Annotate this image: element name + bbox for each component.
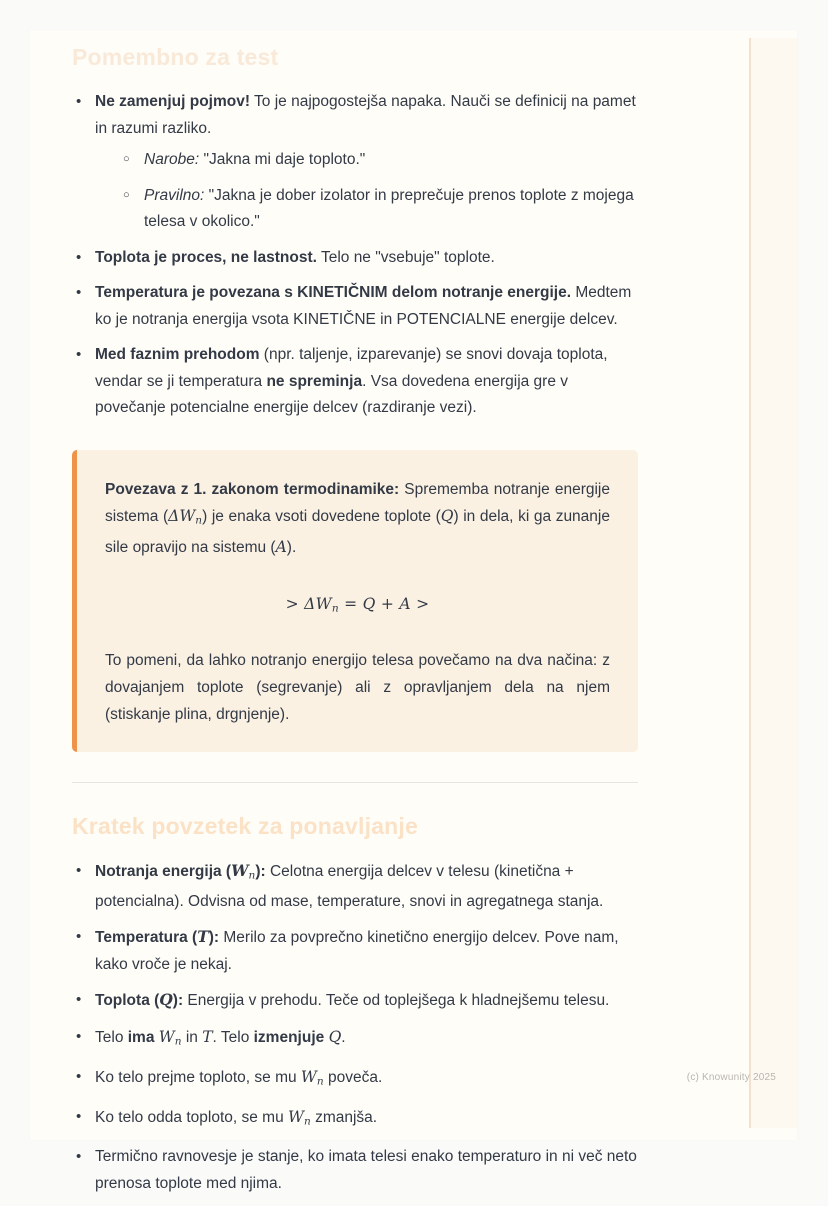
text-segment: "Jakna je dober izolator in preprečuje prenos toplote z mojega telesa v okolico."	[144, 186, 634, 230]
text-segment: A	[399, 595, 411, 614]
text-segment: Q	[362, 595, 376, 614]
text-segment: poveča.	[323, 1069, 383, 1086]
subscript: n	[303, 1115, 311, 1128]
section-title-summary: Kratek povzetek za ponavljanje	[72, 812, 419, 839]
disc-bullet-icon: •	[76, 1148, 82, 1166]
list-item-text	[95, 284, 631, 328]
list-item-text	[95, 1148, 637, 1192]
text-segment: Termično ravnovesje je stanje, ko imata telesi enako temperaturo in ni več neto prenosa toplote med njima.	[95, 1148, 637, 1192]
list-item-text	[95, 249, 495, 266]
text-segment: Narobe:	[144, 151, 200, 168]
list-item	[72, 858, 638, 916]
disc-bullet-icon: •	[76, 861, 82, 879]
text-segment: Toplota je proces, ne lastnost.	[95, 248, 317, 266]
text-segment: (npr. taljenje, izparevanje) se snovi dovaja toplota, vendar se ji temperatura	[95, 346, 608, 390]
first-law-callout	[72, 450, 638, 752]
list-item-text	[95, 992, 609, 1009]
text-segment: ΔW	[304, 595, 332, 614]
text-segment: Celotna energija delcev v telesu (kinetična + potencialna). Odvisna od mase, temperature, snovi in agregatnega stanja.	[95, 862, 604, 910]
text-segment: Telo ne "vsebuje" toplote.	[316, 248, 495, 266]
copyright-credit: (c) Knowunity 2025	[686, 1072, 776, 1083]
text-segment: ) je enaka vsoti dovedene toplote (	[202, 507, 441, 525]
text-segment: ).	[286, 539, 297, 557]
text-segment: Pravilno:	[144, 186, 205, 204]
text-segment: Ne zamenjuj pojmov!	[95, 93, 251, 110]
section-divider	[72, 782, 638, 783]
list-item	[72, 245, 638, 272]
text-segment: To pomeni, da lahko notranjo energijo telesa povečamo na dva načina: z dovajanjem toplote (segrevanje) ali z opravljanjem dela na njem (stiskanje plina, drgnjenje).	[105, 651, 610, 723]
subscript: n	[174, 1035, 182, 1048]
list-item-text	[144, 187, 634, 231]
text-segment: ):	[208, 929, 220, 947]
disc-bullet-icon: •	[76, 93, 82, 110]
disc-bullet-icon: •	[76, 1027, 82, 1045]
text-segment: Notranja energija (	[95, 862, 232, 880]
callout-paragraph-1	[105, 476, 610, 562]
important-bullet-list	[72, 89, 638, 422]
text-segment: ):	[255, 862, 266, 880]
circle-bullet-icon: ○	[123, 188, 130, 201]
list-item	[72, 1024, 638, 1055]
text-segment: in	[181, 1028, 203, 1046]
sub-bullet-list	[122, 147, 638, 236]
text-segment: ne spreminja	[266, 372, 363, 390]
subscript: n	[331, 602, 339, 615]
text-segment: Q	[328, 1027, 342, 1046]
text-segment: Temperatura (	[95, 929, 198, 947]
document-content	[72, 40, 638, 1206]
list-item-text	[95, 929, 619, 973]
disc-bullet-icon: •	[76, 1068, 82, 1085]
text-segment: >	[285, 595, 305, 614]
text-segment: Temperatura je povezana s KINETIČNIM delom notranje energije.	[95, 284, 572, 301]
text-segment: Energija v prehodu. Teče od toplejšega k hladnejšemu telesu.	[183, 992, 610, 1010]
subscript: n	[316, 1075, 324, 1088]
text-segment: Povezava z 1. zakonom termodinamike:	[105, 480, 400, 498]
text-segment: A	[275, 538, 287, 557]
section-title-important: Pomembno za test	[72, 44, 279, 70]
text-segment: +	[375, 595, 400, 614]
disc-bullet-icon: •	[76, 928, 82, 946]
disc-bullet-icon: •	[76, 1108, 82, 1126]
list-item-text	[95, 1109, 377, 1126]
text-segment: =	[338, 595, 363, 614]
list-item	[72, 987, 638, 1015]
text-segment: . Telo	[212, 1028, 254, 1046]
circle-bullet-icon: ○	[123, 153, 130, 165]
text-segment: ):	[172, 992, 184, 1010]
list-item	[72, 1104, 638, 1135]
back-page-edge	[750, 38, 797, 1128]
document-page	[30, 30, 797, 1192]
text-segment: Q	[159, 990, 173, 1010]
sub-list-item	[122, 183, 638, 236]
disc-bullet-icon: •	[76, 991, 82, 1009]
text-segment: T	[202, 1027, 213, 1046]
text-segment: Medtem ko je notranja energija vsota KINETIČNE in POTENCIALNE energije delcev.	[95, 284, 632, 328]
text-segment: Ko telo odda toploto, se mu	[95, 1109, 289, 1127]
text-segment: ΔW	[168, 506, 196, 525]
text-segment: Merilo za povprečno kinetično energijo delcev. Pove nam, kako vroče je nekaj.	[95, 929, 619, 973]
text-segment: >	[410, 595, 430, 614]
callout-paragraph-2	[105, 647, 610, 728]
subscript: n	[248, 869, 256, 882]
text-segment: To je najpogostejša napaka. Nauči se definicij na pamet in razumi razliko.	[95, 93, 636, 137]
text-segment: ima	[127, 1028, 155, 1046]
text-segment: W	[300, 1068, 317, 1086]
text-segment: izmenjuje	[253, 1028, 325, 1046]
list-item-text	[144, 151, 365, 168]
summary-bullet-list	[72, 858, 638, 1198]
text-segment: W	[231, 860, 249, 880]
text-segment: ) in dela, ki ga zunanje sile opravijo na sistemu (	[105, 507, 610, 557]
subscript: n	[195, 514, 203, 527]
disc-bullet-icon: •	[76, 346, 82, 363]
list-item-text	[95, 1069, 382, 1086]
list-item	[72, 89, 638, 236]
text-segment: Sprememba notranje energije sistema (	[105, 480, 610, 525]
text-segment: zmanjša.	[310, 1109, 378, 1127]
text-segment: . Vsa dovedena energija gre v povečanje potencialne energije delcev (razdiranje vezi).	[95, 372, 569, 416]
list-item-text	[95, 346, 608, 416]
disc-bullet-icon: •	[76, 248, 82, 266]
list-item	[72, 924, 638, 978]
text-segment: Toplota (	[95, 992, 160, 1010]
list-item-text	[95, 93, 636, 137]
text-segment: Med faznim prehodom	[95, 346, 260, 363]
back-page-edge-line	[749, 38, 751, 1128]
text-segment: W	[158, 1027, 175, 1046]
text-segment: .	[341, 1028, 346, 1046]
list-item	[72, 280, 638, 333]
text-segment: Telo	[95, 1028, 128, 1046]
text-segment: "Jakna mi daje toploto."	[199, 151, 366, 168]
sub-list-item	[122, 147, 638, 174]
list-item	[72, 342, 638, 422]
list-item-text	[95, 860, 604, 910]
list-item-text	[95, 1029, 346, 1046]
disc-bullet-icon: •	[76, 284, 82, 301]
first-law-formula	[105, 595, 610, 615]
text-segment: Ko telo prejme toploto, se mu	[95, 1069, 301, 1086]
text-segment: Q	[440, 506, 454, 525]
text-segment: W	[288, 1108, 304, 1127]
text-segment: T	[197, 927, 209, 947]
list-item	[72, 1064, 638, 1095]
